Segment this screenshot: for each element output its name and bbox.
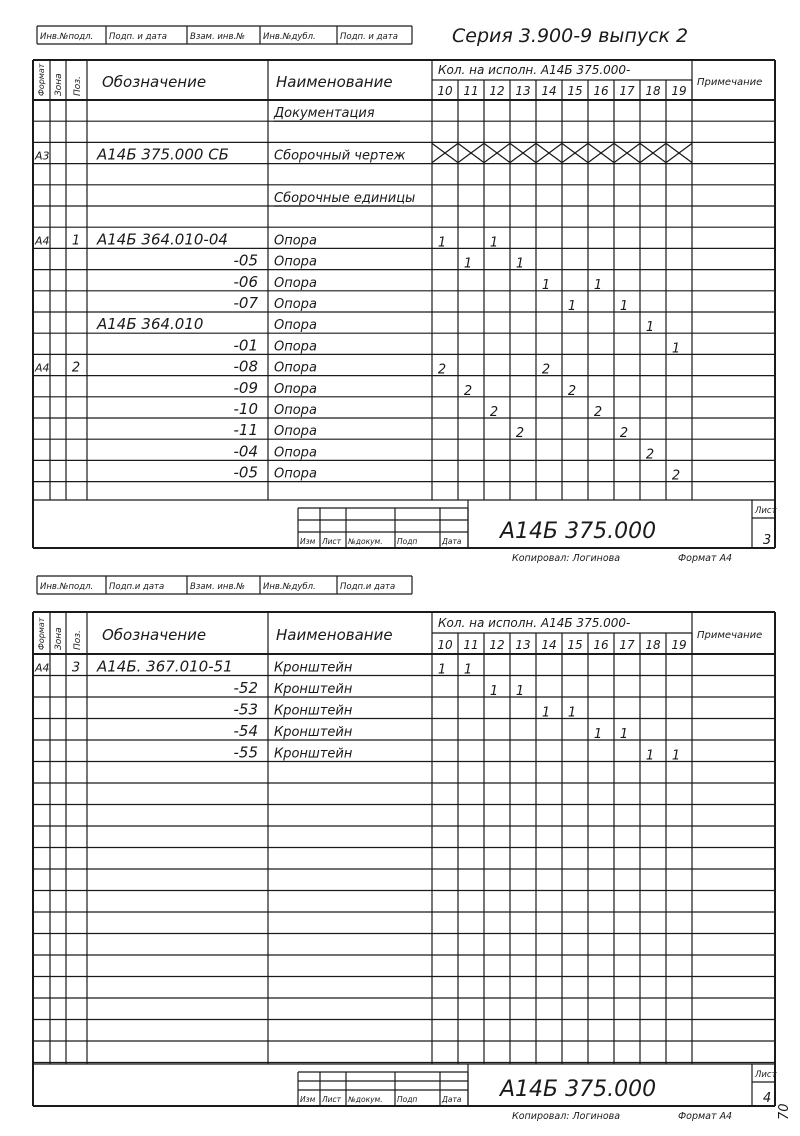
- row-name: Опора: [274, 297, 317, 312]
- row-designation: А14Б 375.000 СБ: [97, 145, 229, 164]
- variant-number: 17: [619, 84, 635, 98]
- page-number: 70: [777, 1103, 792, 1120]
- format-label: Формат А4: [678, 1111, 733, 1122]
- title-block-label: Подп: [397, 537, 418, 546]
- stamp-label: Подп.и дата: [109, 582, 165, 592]
- title-block-label: Дата: [442, 537, 462, 546]
- stamp-label: Инв.№дубл.: [263, 32, 316, 42]
- row-designation: -09: [233, 378, 258, 397]
- quantity-mark: 1: [645, 748, 655, 764]
- quantity-mark: 2: [437, 362, 447, 378]
- variant-number: 10: [437, 638, 453, 652]
- row-name: Кронштейн: [274, 746, 353, 762]
- title-block-label: Лист: [322, 1095, 342, 1104]
- row-name: Сборочный чертеж: [274, 148, 406, 164]
- variant-number: 19: [671, 638, 687, 652]
- quantity-mark: 1: [671, 341, 681, 357]
- variant-number: 13: [515, 84, 531, 98]
- stamp-label: Инв.№подл.: [40, 32, 94, 42]
- stamp-label: Инв.№дубл.: [263, 582, 316, 592]
- variant-number: 14: [541, 638, 557, 652]
- variant-number: 17: [619, 638, 635, 652]
- title-block-label: Подп: [397, 1095, 418, 1104]
- variant-number: 12: [489, 84, 505, 98]
- row-name: Сборочные единицы: [274, 191, 416, 206]
- row-designation: А14Б. 367.010-51: [97, 657, 233, 676]
- header-qty: Кол. на исполн. А14Б 375.000-: [438, 63, 631, 77]
- quantity-mark: 2: [619, 426, 629, 442]
- variant-number: 19: [671, 84, 687, 98]
- quantity-mark: 2: [671, 468, 681, 484]
- document-code: А14Б 375.000: [500, 1077, 657, 1102]
- top-stamp-row: [37, 26, 412, 44]
- quantity-mark: 1: [489, 235, 499, 251]
- row-designation: -07: [233, 294, 258, 312]
- title-block-label: Лист: [322, 537, 342, 546]
- quantity-mark: 1: [645, 320, 655, 336]
- header-name: Наименование: [276, 626, 393, 644]
- title-block-label: Изм: [300, 537, 316, 546]
- quantity-mark: 2: [515, 426, 525, 442]
- variant-number: 18: [645, 84, 661, 98]
- variant-number: 16: [593, 638, 609, 652]
- spec-table-sheet-3: [33, 60, 778, 564]
- row-designation: -54: [233, 722, 258, 740]
- quantity-mark: 2: [489, 405, 499, 420]
- variant-number: 11: [463, 638, 479, 652]
- row-designation: -06: [233, 272, 258, 291]
- row-name: Опора: [274, 339, 317, 355]
- sheet-label: Лист: [755, 506, 777, 516]
- row-designation: -11: [233, 421, 258, 440]
- quantity-mark: 2: [541, 362, 551, 378]
- stamp-label: Подп. и дата: [109, 32, 167, 42]
- variant-number: 13: [515, 638, 531, 652]
- row-designation: -05: [233, 251, 258, 270]
- variant-number: 10: [437, 84, 453, 98]
- quantity-mark: 1: [593, 277, 603, 293]
- document-code: А14Б 375.000: [500, 519, 657, 544]
- quantity-mark: 1: [515, 256, 525, 272]
- quantity-mark: 1: [593, 727, 603, 742]
- header-pos: Поз.: [73, 76, 83, 96]
- header-note: Примечание: [697, 77, 763, 88]
- row-designation: А14Б 364.010-04: [97, 230, 228, 249]
- quantity-mark: 2: [567, 383, 577, 399]
- quantity-mark: 1: [567, 705, 577, 721]
- title-block-label: №докум.: [348, 1095, 383, 1104]
- variant-number: 15: [567, 638, 583, 652]
- row-name: Опора: [274, 275, 317, 291]
- title-block-label: Дата: [442, 1095, 462, 1104]
- variant-number: 16: [593, 84, 609, 98]
- quantity-mark: 2: [645, 447, 655, 463]
- row-designation: -52: [233, 679, 258, 697]
- copied-by: Копировал: Логинова: [512, 553, 621, 564]
- quantity-mark: 1: [489, 684, 499, 699]
- spec-table-sheet-4: [33, 576, 778, 1122]
- sheet-label: Лист: [755, 1070, 777, 1080]
- quantity-mark: 1: [567, 299, 577, 314]
- quantity-mark: 2: [463, 383, 473, 399]
- row-name: Опора: [274, 403, 317, 418]
- quantity-mark: 1: [437, 235, 447, 251]
- row-designation: -01: [233, 336, 258, 355]
- variant-number: 14: [541, 84, 557, 98]
- variant-number: 12: [489, 638, 505, 652]
- quantity-mark: 1: [671, 748, 681, 764]
- sheet-number: 4: [763, 1091, 772, 1106]
- variant-number: 11: [463, 84, 479, 98]
- row-designation: -55: [233, 743, 258, 762]
- stamp-label: Взам. инв.№: [190, 32, 246, 42]
- header-zone: Зона: [54, 73, 64, 96]
- row-name: Кронштейн: [274, 725, 353, 740]
- variant-number: 18: [645, 638, 661, 652]
- row-designation: -04: [233, 442, 258, 461]
- series-header: Серия 3.900-9 выпуск 2: [452, 25, 689, 47]
- row-designation: -53: [233, 700, 258, 719]
- row-name: Опора: [274, 233, 317, 249]
- format-label: Формат А4: [678, 553, 733, 564]
- stamp-label: Взам. инв.№: [190, 582, 246, 592]
- quantity-mark: 1: [515, 684, 525, 699]
- row-name: Документация: [274, 106, 375, 122]
- copied-by: Копировал: Логинова: [512, 1111, 621, 1122]
- quantity-mark: 1: [541, 277, 551, 293]
- quantity-mark: 1: [619, 299, 629, 314]
- header-format: Формат: [37, 617, 46, 650]
- row-format: А4: [35, 234, 50, 248]
- row-name: Опора: [274, 360, 317, 376]
- row-format: А3: [35, 149, 50, 163]
- row-name: Кронштейн: [274, 660, 353, 676]
- row-position: 2: [71, 360, 81, 376]
- quantity-mark: 1: [463, 662, 473, 678]
- row-name: Опора: [274, 445, 317, 461]
- quantity-mark: 1: [463, 256, 473, 272]
- quantity-mark: 1: [541, 705, 551, 721]
- row-designation: -08: [233, 357, 258, 376]
- row-position: 3: [71, 660, 81, 676]
- header-designation: Обозначение: [102, 73, 207, 91]
- row-name: Опора: [274, 318, 317, 334]
- row-position: 1: [71, 233, 81, 249]
- variant-number: 15: [567, 84, 583, 98]
- header-qty: Кол. на исполн. А14Б 375.000-: [438, 616, 631, 630]
- header-name: Наименование: [276, 73, 393, 91]
- header-designation: Обозначение: [102, 626, 207, 644]
- header-format: Формат: [37, 63, 46, 96]
- header-zone: Зона: [54, 627, 64, 650]
- row-format: А4: [35, 661, 50, 675]
- title-block-label: №докум.: [348, 537, 383, 546]
- row-name: Кронштейн: [274, 703, 353, 719]
- row-name: Опора: [274, 381, 317, 397]
- stamp-label: Подп.и дата: [340, 582, 396, 592]
- stamp-label: Инв.№подл.: [40, 582, 94, 592]
- row-designation: -05: [233, 463, 258, 482]
- sheet-number: 3: [763, 533, 772, 548]
- header-pos: Поз.: [73, 630, 83, 650]
- title-block-label: Изм: [300, 1095, 316, 1104]
- row-designation: -10: [233, 400, 258, 418]
- row-name: Опора: [274, 466, 317, 482]
- row-name: Опора: [274, 254, 317, 270]
- row-name: Опора: [274, 424, 317, 440]
- row-format: А4: [35, 361, 50, 375]
- row-designation: А14Б 364.010: [97, 315, 204, 334]
- row-name: Кронштейн: [274, 682, 353, 697]
- header-note: Примечание: [697, 630, 763, 641]
- quantity-mark: 1: [437, 662, 447, 678]
- quantity-mark: 1: [619, 727, 629, 742]
- stamp-label: Подп. и дата: [340, 32, 398, 42]
- quantity-mark: 2: [593, 405, 603, 420]
